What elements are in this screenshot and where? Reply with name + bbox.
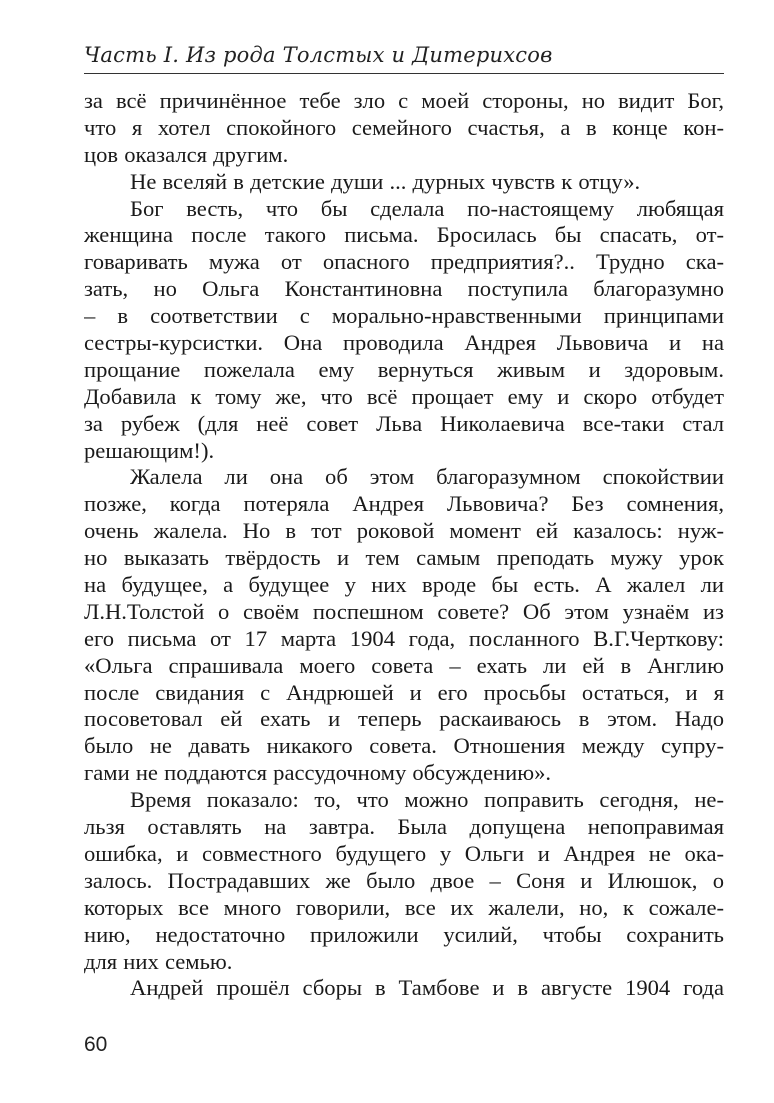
page-number: 60 [84, 1033, 108, 1056]
text-line: которых все много говорили, все их жалели, но, к сожале- [84, 894, 724, 920]
paragraph-first-line: Время показало: то, что можно поправить сегодня, не- [130, 787, 724, 813]
text-line: для них семью. [84, 948, 233, 974]
text-line: Добавила к тому же, что всё прощает ему и скоро отбудет [84, 383, 724, 409]
text-line: прощание пожелала ему вернуться живым и здоровым. [84, 356, 724, 382]
text-line: Л.Н.Толстой о своём поспешном совете? Об этом узнаём из [84, 598, 724, 624]
paragraph-first-line: Бог весть, что бы сделала по-настоящему любящая [130, 195, 724, 221]
text-line: очень жалела. Но в тот роковой момент ей казалось: нуж- [84, 518, 724, 544]
paragraph-first-line: Андрей прошёл сборы в Тамбове и в августе 1904 года [130, 975, 724, 1001]
text-line: зать, но Ольга Константиновна поступила благоразумно [84, 276, 724, 302]
text-line: говаривать мужа от опасного предприятия?.. Трудно ска- [84, 249, 724, 275]
text-line: за всё причинённое тебе зло с моей стороны, но видит Бог, [84, 88, 724, 113]
text-line: женщина после такого письма. Бросилась бы спасать, от- [84, 222, 724, 248]
text-line: за рубеж (для неё совет Льва Николаевича все-таки стал [84, 410, 724, 436]
text-line: решающим!). [84, 437, 215, 463]
text-line: гами не поддаются рассудочному обсуждению». [84, 760, 552, 786]
text-line: ошибка, и совместного будущего у Ольги и Андрея не ока- [84, 840, 724, 866]
running-head: Часть I. Из рода Толстых и Дитерихсов [84, 43, 553, 67]
text-line: после свидания с Андрюшей и его просьбы остаться, и я [84, 679, 724, 705]
paragraph-first-line: Не вселяй в детские души ... дурных чувств к отцу». [130, 168, 641, 194]
text-line: на будущее, а будущее у них вроде бы есть. А жалел ли [84, 572, 724, 598]
text-line: цов оказался другим. [84, 141, 289, 167]
text-line: было не давать никакого совета. Отношения между супру- [84, 733, 724, 759]
text-line: но выказать твёрдость и тем самым преподать мужу урок [84, 545, 724, 571]
body-text [84, 88, 724, 1002]
paragraph-first-line: Жалела ли она об этом благоразумном спокойствии [130, 464, 724, 490]
text-line: – в соответствии с морально-нравственными принципами [84, 303, 724, 329]
text-line: «Ольга спрашивала моего совета – ехать ли ей в Англию [84, 652, 724, 678]
text-line: что я хотел спокойного семейного счастья, а в конце кон- [84, 114, 724, 140]
text-line: посоветовал ей ехать и теперь раскаиваюсь в этом. Надо [84, 706, 724, 732]
text-line: его письма от 17 марта 1904 года, посланного В.Г.Черткову: [84, 625, 724, 651]
text-line: позже, когда потеряла Андрея Львовича? Без сомнения, [84, 491, 724, 517]
text-line: залось. Пострадавших же было двое – Соня и Илюшок, о [84, 867, 724, 893]
text-line: нию, недостаточно приложили усилий, чтобы сохранить [84, 921, 724, 947]
text-line: сестры-курсистки. Она проводила Андрея Львовича и на [84, 330, 724, 356]
text-line: льзя оставлять на завтра. Была допущена непоправимая [84, 814, 724, 840]
header-rule [84, 73, 724, 74]
